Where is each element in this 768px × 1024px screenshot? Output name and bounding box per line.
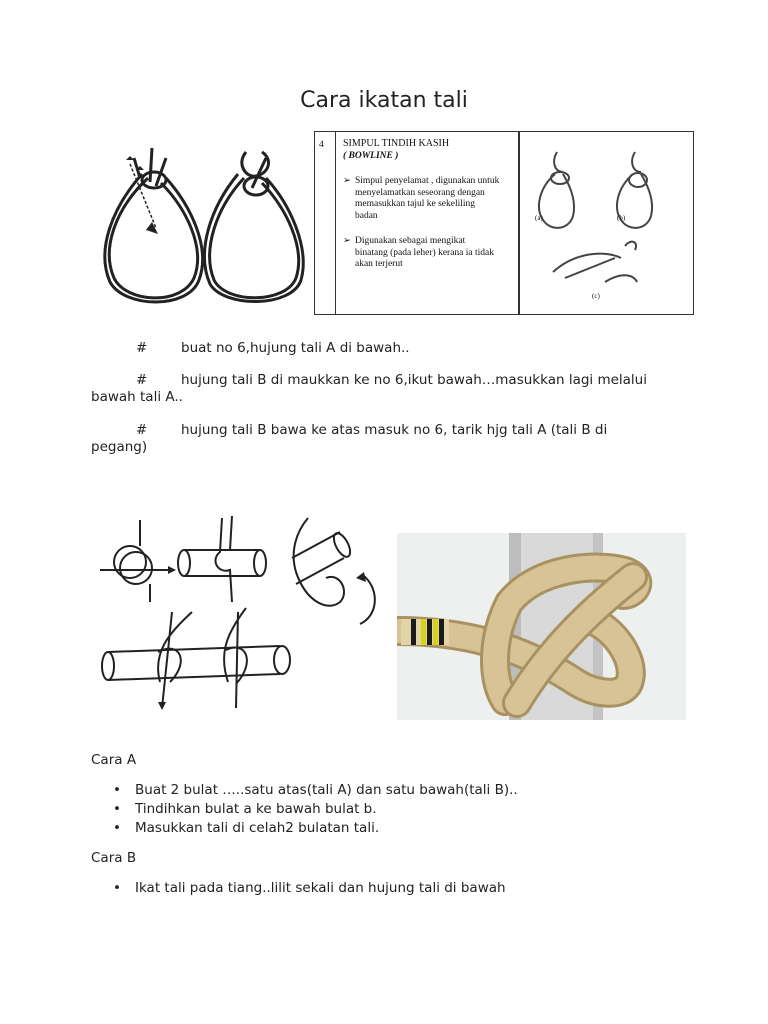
panel-bullet-2: ➢ Digunakan sebagai mengikat binatang (pada leher) kerana ia tidak akan terjerut — [343, 236, 494, 269]
list-item: • Ikat tali pada tiang..lilit sekali dan hujung tali di bawah — [113, 880, 506, 896]
panel-bullet-1: ➢ Simpul penyelamat , digunakan untuk menyelamatkan seseorang dengan memasukkan tajul ke sekeliling badan — [343, 176, 500, 221]
bowline-sketches — [525, 142, 685, 307]
panel-heading: SIMPUL TINDIH KASIH — [343, 138, 450, 149]
panel-subheading: ( BOWLINE ) — [343, 151, 399, 161]
cara-a-label: Cara A — [91, 752, 137, 768]
panel-divider-left — [335, 132, 336, 314]
bowline-info-panel — [314, 131, 694, 315]
cara-b-list — [91, 879, 506, 898]
clove-hitch-photo — [397, 533, 686, 720]
list-item: • Tindihkan bulat a ke bawah bulat b. — [113, 801, 377, 817]
cara-b-label: Cara B — [91, 850, 137, 866]
panel-divider — [518, 132, 520, 314]
bowline-drawings-image — [96, 138, 306, 308]
list-item: • Masukkan tali di celah2 bulatan tali. — [113, 820, 380, 836]
page-title: Cara ikatan tali — [300, 88, 468, 113]
fig-label-c: (c) — [592, 292, 600, 300]
clove-hitch-drawings-image — [100, 512, 390, 712]
fig-label-a: (a) — [535, 214, 543, 222]
fig-label-b: (b) — [617, 214, 626, 222]
list-item: • Buat 2 bulat …..satu atas(tali A) dan satu bawah(tali B).. — [113, 782, 518, 798]
cara-a-list — [91, 781, 518, 838]
panel-number: 4 — [319, 140, 324, 150]
